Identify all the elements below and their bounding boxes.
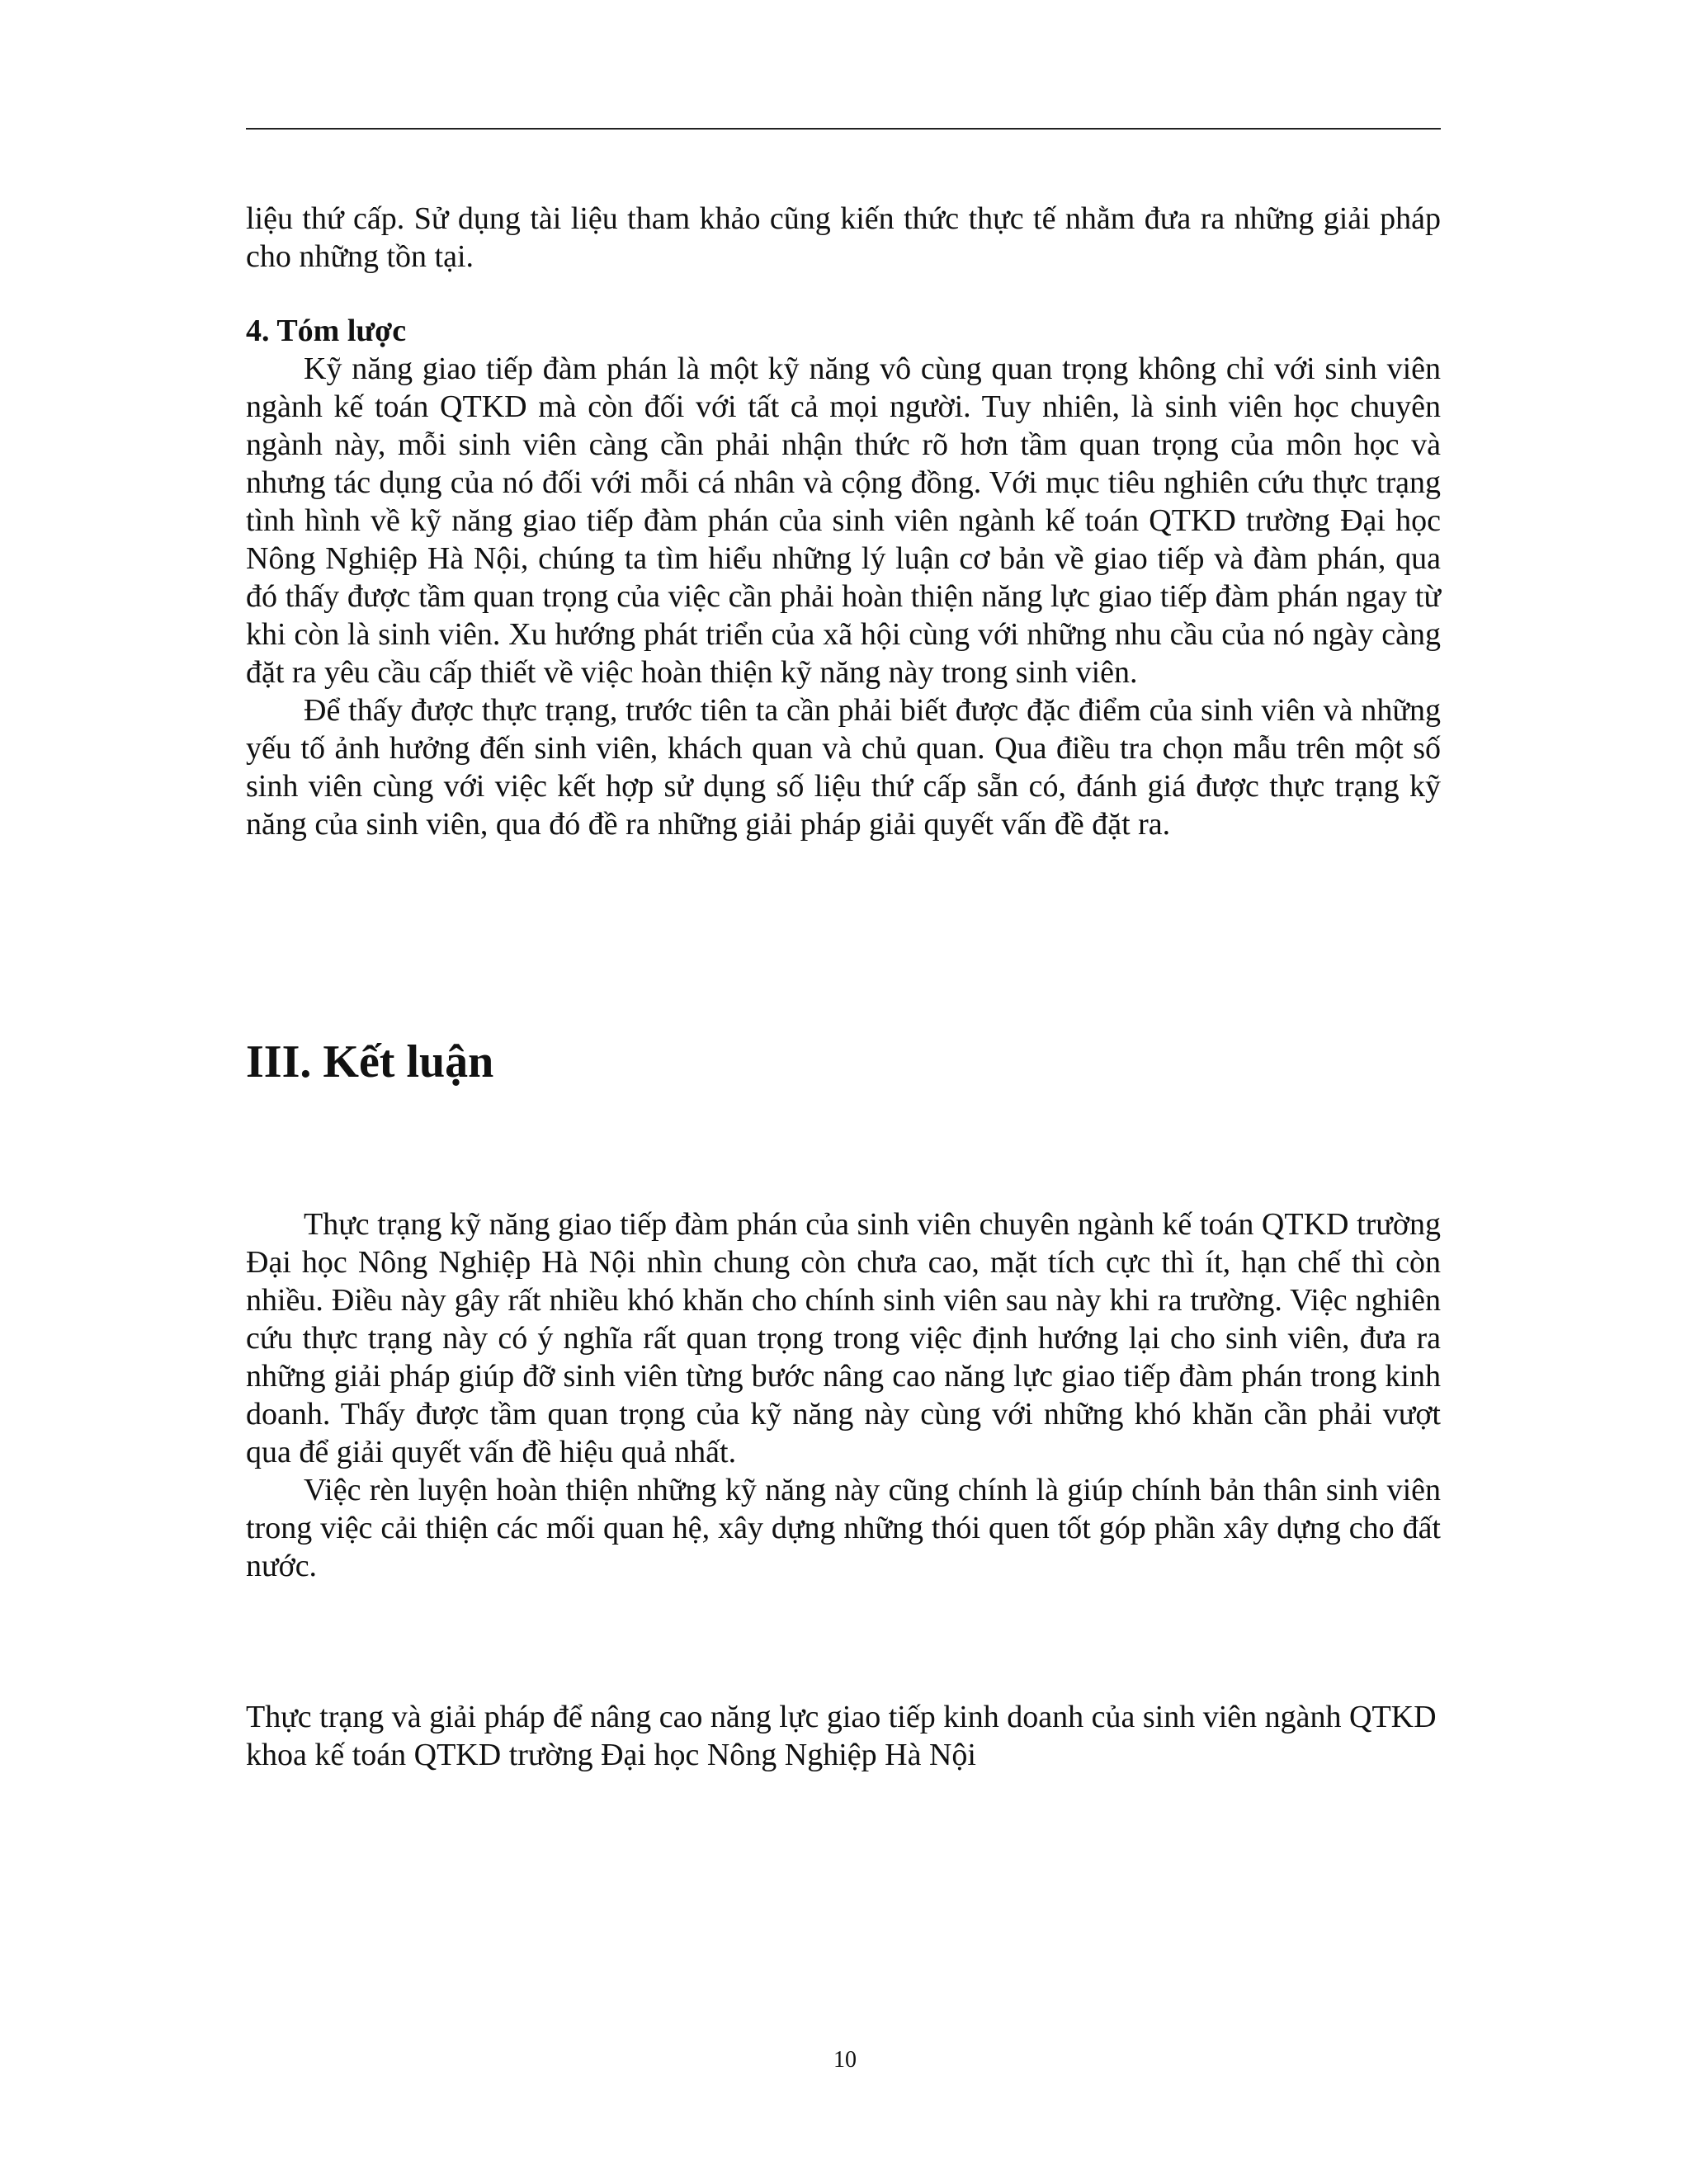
summary-paragraph-2: Để thấy được thực trạng, trước tiên ta cần phải biết được đặc điểm của sinh viên và những yếu tố ảnh hưởng đến sinh viên, khách quan và chủ quan. Qua điều tra chọn mẫu trên một số sinh viên cùng với việc kết hợp sử dụng số liệu thứ cấp sẵn có, đánh giá được thực trạng kỹ năng của sinh viên, qua đó đề ra những giải pháp giải quyết vấn đề đặt ra. — [246, 693, 1441, 842]
conclusion-paragraph-1: Thực trạng kỹ năng giao tiếp đàm phán của sinh viên chuyên ngành kế toán QTKD trường Đại học Nông Nghiệp Hà Nội nhìn chung còn chưa cao, mặt tích cực thì ít, hạn chế thì còn nhiều. Điều này gây rất nhiều khó khăn cho chính sinh viên sau này khi ra trường. Việc nghiên cứu thực trạng này có ý nghĩa rất quan trọng trong việc định hướng lại cho sinh viên, đưa ra những giải pháp giúp đỡ sinh viên từng bước nâng cao năng lực giao tiếp đàm phán trong kinh doanh. Thấy được tầm quan trọng của kỹ năng này cùng với những khó khăn cần phải vượt qua để giải quyết vấn đề hiệu quả nhất. — [246, 1207, 1441, 1469]
document-title-section — [246, 1698, 1441, 1774]
intro-paragraph: liệu thứ cấp. Sử dụng tài liệu tham khảo cũng kiến thức thực tế nhằm đưa ra những giải pháp cho những tồn tại. — [246, 201, 1441, 274]
section-heading-summary: 4. Tóm lược — [246, 314, 407, 348]
conclusion-paragraph-2: Việc rèn luyện hoàn thiện những kỹ năng này cũng chính là giúp chính bản thân sinh viên trong việc cải thiện các mối quan hệ, xây dựng những thói quen tốt góp phần xây dựng cho đất nước. — [246, 1473, 1441, 1583]
header-rule — [246, 128, 1441, 130]
chapter-heading-conclusion: III. Kết luận — [246, 1036, 494, 1087]
conclusion-section — [246, 1205, 1441, 1585]
document-title: Thực trạng và giải pháp để nâng cao năng lực giao tiếp kinh doanh của sinh viên ngành QTKD khoa kế toán QTKD trường Đại học Nông Nghiệp Hà Nội — [246, 1700, 1437, 1772]
summary-paragraph-1: Kỹ năng giao tiếp đàm phán là một kỹ năng vô cùng quan trọng không chỉ với sinh viên ngành kế toán QTKD mà còn đối với tất cả mọi người. Tuy nhiên, là sinh viên học chuyên ngành này, mỗi sinh viên càng cần phải nhận thức rõ hơn tầm quan trọng của môn học và nhưng tác dụng của nó đối với mỗi cá nhân và cộng đồng. Với mục tiêu nghiên cứu thực trạng tình hình về kỹ năng giao tiếp đàm phán của sinh viên ngành kế toán QTKD trường Đại học Nông Nghiệp Hà Nội, chúng ta tìm hiểu những lý luận cơ bản về giao tiếp và đàm phán, qua đó thấy được tầm quan trọng của việc cần phải hoàn thiện năng lực giao tiếp đàm phán ngay từ khi còn là sinh viên. Xu hướng phát triển của xã hội cùng với những nhu cầu của nó ngày càng đặt ra yêu cầu cấp thiết về việc hoàn thiện kỹ năng này trong sinh viên. — [246, 351, 1441, 690]
page-number: 10 — [833, 2047, 857, 2073]
summary-section — [246, 312, 1441, 843]
intro-section — [246, 200, 1441, 276]
